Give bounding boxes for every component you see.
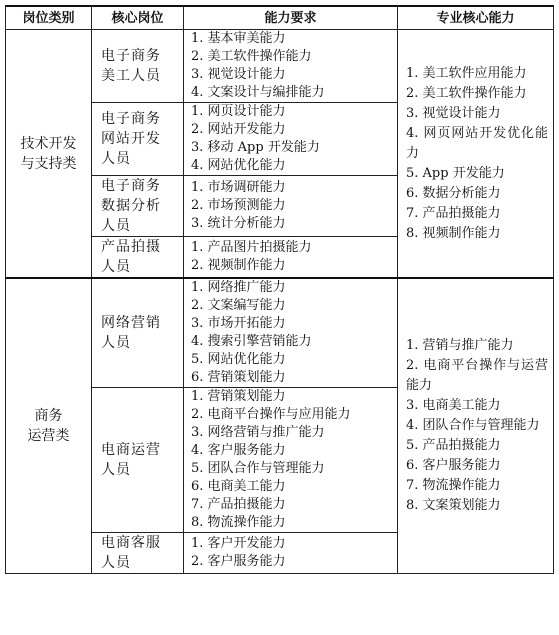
ability-item: 8. 物流操作能力 [191,515,286,530]
role-cell [92,388,184,533]
abilities-cell [184,103,398,176]
abilities-cell [184,30,398,103]
ability-item: 6. 电商美工能力 [191,479,286,494]
role-name-text: 人员 [101,335,131,351]
abilities-cell [184,176,398,237]
table-row [6,30,554,103]
table-row [6,278,554,388]
ability-item: 5. 团队合作与管理能力 [191,461,325,476]
role-name-text: 人员 [101,259,131,275]
ability-item: 1. 客户开发能力 [191,536,286,551]
ability-item: 4. 文案设计与编排能力 [191,85,325,100]
ability-item: 2. 网站开发能力 [191,122,286,137]
category-text: 与支持类 [20,155,77,172]
ability-item: 2. 文案编写能力 [191,298,286,313]
ability-item: 4. 客户服务能力 [191,443,286,458]
ability-item: 3. 移动 App 开发能力 [191,140,320,155]
role-name-text: 网络营销 [101,315,161,331]
professional-item: 1. 美工软件应用能力 [406,65,527,81]
ability-item: 4. 搜索引擎营销能力 [191,334,312,349]
ability-item: 3. 视觉设计能力 [191,67,286,82]
header-role: 核心岗位 [92,6,184,30]
category-text: 商务 [34,408,63,424]
professional-item: 7. 产品拍摄能力 [406,205,501,221]
role-name-text: 电子商务 [101,178,161,194]
role-name-text: 电商客服 [101,535,161,551]
ability-item: 1. 营销策划能力 [191,389,286,404]
role-cell [92,103,184,176]
professional-item: 4. 网页网站开发优化能力 [406,125,548,161]
professional-item: 1. 营销与推广能力 [406,338,514,353]
professional-item: 7. 物流操作能力 [406,478,501,493]
role-name-text: 人员 [101,151,131,167]
role-name-text: 人员 [101,218,131,234]
abilities-cell [184,388,398,533]
ability-item: 7. 产品拍摄能力 [191,497,286,512]
header-row [6,6,554,30]
header-abilities: 能力要求 [184,6,398,30]
ability-item: 3. 网络营销与推广能力 [191,425,325,440]
ability-item: 5. 网站优化能力 [191,352,286,367]
ability-item: 1. 市场调研能力 [191,180,286,195]
header-professional: 专业核心能力 [398,6,554,30]
ability-item: 2. 视频制作能力 [191,258,286,273]
ability-item: 1. 网络推广能力 [191,280,286,295]
ability-item: 3. 市场开拓能力 [191,316,286,331]
header-category: 岗位类别 [6,6,92,30]
category-text: 技术开发 [20,135,77,152]
ability-item: 2. 客户服务能力 [191,554,286,569]
professional-item: 8. 文案策划能力 [406,498,501,513]
ability-item: 3. 统计分析能力 [191,216,286,231]
role-name-text: 电子商务 [101,48,161,64]
professional-item: 4. 团队合作与管理能力 [406,418,540,433]
role-name-text: 电商运营 [101,442,161,458]
role-name-text: 人员 [101,555,131,571]
professional-item: 2. 美工软件操作能力 [406,85,527,101]
abilities-cell [184,278,398,388]
professional-cell [398,30,554,279]
ability-item: 4. 网站优化能力 [191,158,286,173]
ability-item: 1. 基本审美能力 [191,31,286,46]
abilities-cell [184,237,398,279]
category-cell [6,278,92,574]
ability-item: 1. 产品图片拍摄能力 [191,240,312,255]
professional-cell [398,278,554,574]
role-name-text: 人员 [101,462,131,478]
role-name-text: 美工人员 [101,68,161,84]
table-body [6,30,554,574]
role-name-text: 电子商务 [101,111,161,127]
role-name-text: 产品拍摄 [101,239,161,255]
role-cell [92,30,184,103]
professional-item: 3. 视觉设计能力 [406,105,501,121]
role-cell [92,176,184,237]
category-text: 运营类 [27,428,70,444]
ability-item: 6. 营销策划能力 [191,370,286,385]
category-cell [6,30,92,279]
professional-item: 6. 数据分析能力 [406,185,501,201]
professional-item: 5. 产品拍摄能力 [406,438,501,453]
role-cell [92,237,184,279]
role-cell [92,533,184,574]
ability-item: 2. 美工软件操作能力 [191,49,312,64]
ability-item: 2. 电商平台操作与应用能力 [191,407,351,422]
professional-item: 5. App 开发能力 [406,165,505,181]
professional-item: 2. 电商平台操作与运营能力 [406,358,548,393]
ability-table [5,5,554,574]
role-name-text: 网站开发 [101,131,161,147]
professional-item: 6. 客户服务能力 [406,458,501,473]
abilities-cell [184,533,398,574]
role-name-text: 数据分析 [101,198,161,214]
professional-item: 8. 视频制作能力 [406,225,501,241]
ability-item: 1. 网页设计能力 [191,104,286,119]
role-cell [92,278,184,388]
professional-item: 3. 电商美工能力 [406,398,501,413]
ability-item: 2. 市场预测能力 [191,198,286,213]
